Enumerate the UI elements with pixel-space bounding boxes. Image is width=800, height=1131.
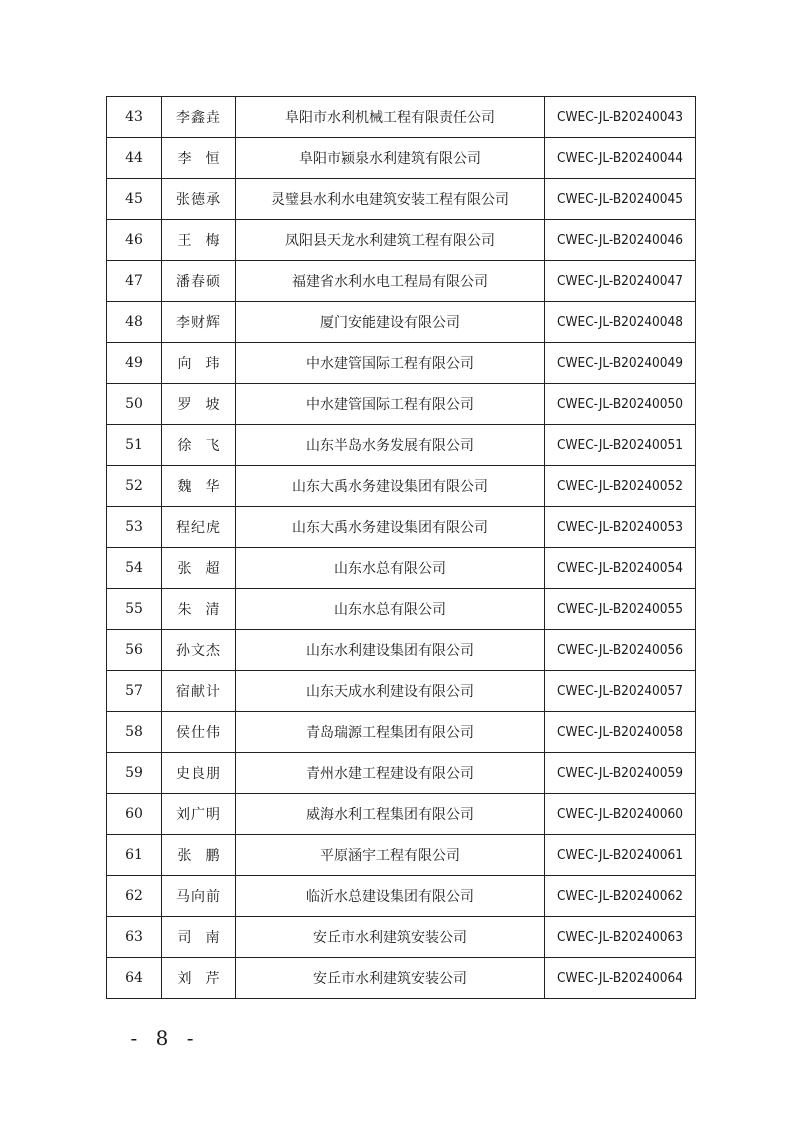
company-name-cell: 山东水总有限公司: [236, 589, 545, 630]
person-name-cell: 程纪虎: [162, 507, 236, 548]
company-name-cell: 阜阳市颍泉水利建筑有限公司: [236, 138, 545, 179]
certificate-code-cell: CWEC-JL-B20240062: [545, 876, 696, 917]
person-name-cell: 李财辉: [162, 302, 236, 343]
table-row: [107, 753, 696, 794]
table-row: [107, 712, 696, 753]
certificate-table: [106, 96, 696, 999]
certificate-code-cell: CWEC-JL-B20240047: [545, 261, 696, 302]
person-name-cell: 罗坡: [162, 384, 236, 425]
person-name-cell: 张鹏: [162, 835, 236, 876]
row-number-cell: 45: [107, 179, 162, 220]
company-name-cell: 威海水利工程集团有限公司: [236, 794, 545, 835]
certificate-code-cell: CWEC-JL-B20240057: [545, 671, 696, 712]
row-number-cell: 43: [107, 97, 162, 138]
row-number-cell: 54: [107, 548, 162, 589]
company-name-cell: 山东大禹水务建设集团有限公司: [236, 466, 545, 507]
company-name-cell: 中水建管国际工程有限公司: [236, 384, 545, 425]
row-number-cell: 55: [107, 589, 162, 630]
company-name-cell: 山东天成水利建设有限公司: [236, 671, 545, 712]
person-name-cell: 潘春硕: [162, 261, 236, 302]
company-name-cell: 凤阳县天龙水利建筑工程有限公司: [236, 220, 545, 261]
person-name-cell: 张超: [162, 548, 236, 589]
certificate-code-cell: CWEC-JL-B20240045: [545, 179, 696, 220]
person-name-cell: 孙文杰: [162, 630, 236, 671]
certificate-code-cell: CWEC-JL-B20240046: [545, 220, 696, 261]
company-name-cell: 山东水利建设集团有限公司: [236, 630, 545, 671]
row-number-cell: 56: [107, 630, 162, 671]
company-name-cell: 中水建管国际工程有限公司: [236, 343, 545, 384]
person-name-cell: 史良朋: [162, 753, 236, 794]
certificate-code-cell: CWEC-JL-B20240061: [545, 835, 696, 876]
certificate-code-cell: CWEC-JL-B20240056: [545, 630, 696, 671]
certificate-code-cell: CWEC-JL-B20240055: [545, 589, 696, 630]
certificate-code-cell: CWEC-JL-B20240063: [545, 917, 696, 958]
person-name-cell: 向玮: [162, 343, 236, 384]
certificate-code-cell: CWEC-JL-B20240050: [545, 384, 696, 425]
person-name-cell: 张德承: [162, 179, 236, 220]
company-name-cell: 青岛瑞源工程集团有限公司: [236, 712, 545, 753]
row-number-cell: 62: [107, 876, 162, 917]
certificate-code-cell: CWEC-JL-B20240060: [545, 794, 696, 835]
table-row: [107, 179, 696, 220]
row-number-cell: 60: [107, 794, 162, 835]
table-row: [107, 835, 696, 876]
table-row: [107, 466, 696, 507]
company-name-cell: 厦门安能建设有限公司: [236, 302, 545, 343]
certificate-code-cell: CWEC-JL-B20240051: [545, 425, 696, 466]
person-name-cell: 李恒: [162, 138, 236, 179]
company-name-cell: 安丘市水利建筑安装公司: [236, 917, 545, 958]
company-name-cell: 阜阳市水利机械工程有限责任公司: [236, 97, 545, 138]
certificate-code-cell: CWEC-JL-B20240058: [545, 712, 696, 753]
company-name-cell: 安丘市水利建筑安装公司: [236, 958, 545, 999]
table-row: [107, 876, 696, 917]
company-name-cell: 山东水总有限公司: [236, 548, 545, 589]
row-number-cell: 58: [107, 712, 162, 753]
person-name-cell: 王梅: [162, 220, 236, 261]
certificate-code-cell: CWEC-JL-B20240052: [545, 466, 696, 507]
row-number-cell: 48: [107, 302, 162, 343]
row-number-cell: 57: [107, 671, 162, 712]
table-body: [107, 97, 696, 999]
row-number-cell: 44: [107, 138, 162, 179]
row-number-cell: 52: [107, 466, 162, 507]
person-name-cell: 宿献计: [162, 671, 236, 712]
table-row: [107, 97, 696, 138]
person-name-cell: 李鑫垚: [162, 97, 236, 138]
table-row: [107, 794, 696, 835]
certificate-code-cell: CWEC-JL-B20240043: [545, 97, 696, 138]
person-name-cell: 刘芹: [162, 958, 236, 999]
table-row: [107, 384, 696, 425]
person-name-cell: 徐飞: [162, 425, 236, 466]
certificate-code-cell: CWEC-JL-B20240044: [545, 138, 696, 179]
table-row: [107, 425, 696, 466]
person-name-cell: 马向前: [162, 876, 236, 917]
person-name-cell: 侯仕伟: [162, 712, 236, 753]
row-number-cell: 50: [107, 384, 162, 425]
certificate-code-cell: CWEC-JL-B20240064: [545, 958, 696, 999]
row-number-cell: 53: [107, 507, 162, 548]
row-number-cell: 63: [107, 917, 162, 958]
table-row: [107, 671, 696, 712]
page-number: - 8 -: [130, 1026, 200, 1050]
table-row: [107, 343, 696, 384]
row-number-cell: 59: [107, 753, 162, 794]
row-number-cell: 51: [107, 425, 162, 466]
company-name-cell: 平原涵宇工程有限公司: [236, 835, 545, 876]
table-row: [107, 507, 696, 548]
company-name-cell: 福建省水利水电工程局有限公司: [236, 261, 545, 302]
person-name-cell: 魏华: [162, 466, 236, 507]
row-number-cell: 61: [107, 835, 162, 876]
company-name-cell: 临沂水总建设集团有限公司: [236, 876, 545, 917]
table-row: [107, 261, 696, 302]
table-row: [107, 589, 696, 630]
certificate-code-cell: CWEC-JL-B20240049: [545, 343, 696, 384]
row-number-cell: 64: [107, 958, 162, 999]
company-name-cell: 青州水建工程建设有限公司: [236, 753, 545, 794]
row-number-cell: 46: [107, 220, 162, 261]
company-name-cell: 山东大禹水务建设集团有限公司: [236, 507, 545, 548]
table-row: [107, 220, 696, 261]
table-row: [107, 917, 696, 958]
table-row: [107, 138, 696, 179]
company-name-cell: 山东半岛水务发展有限公司: [236, 425, 545, 466]
table-row: [107, 630, 696, 671]
row-number-cell: 49: [107, 343, 162, 384]
certificate-code-cell: CWEC-JL-B20240053: [545, 507, 696, 548]
person-name-cell: 刘广明: [162, 794, 236, 835]
person-name-cell: 朱清: [162, 589, 236, 630]
table-row: [107, 302, 696, 343]
row-number-cell: 47: [107, 261, 162, 302]
certificate-code-cell: CWEC-JL-B20240059: [545, 753, 696, 794]
person-name-cell: 司南: [162, 917, 236, 958]
company-name-cell: 灵璧县水利水电建筑安装工程有限公司: [236, 179, 545, 220]
certificate-code-cell: CWEC-JL-B20240048: [545, 302, 696, 343]
certificate-code-cell: CWEC-JL-B20240054: [545, 548, 696, 589]
table-row: [107, 958, 696, 999]
table-row: [107, 548, 696, 589]
